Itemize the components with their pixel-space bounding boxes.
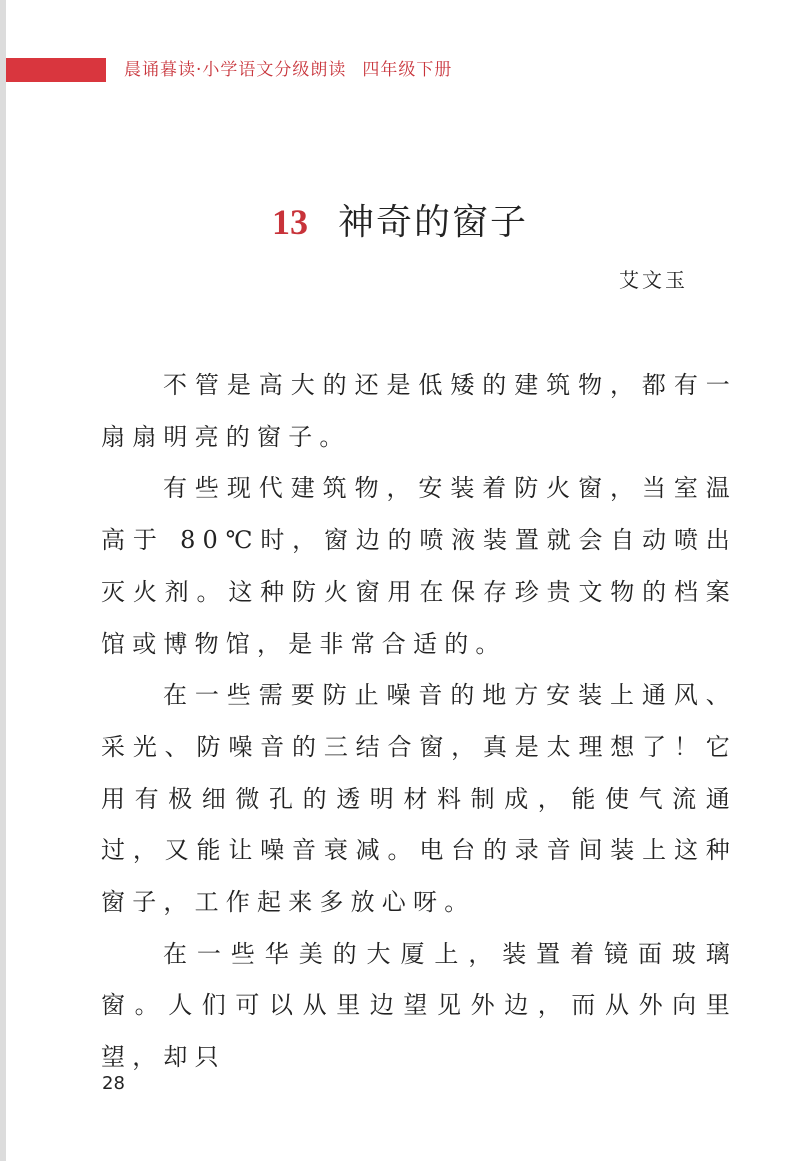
paragraph: 不管是高大的还是低矮的建筑物，都有一扇扇明亮的窗子。 [101,371,737,451]
header-color-bar [6,58,106,82]
grade-label: 四年级下册 [362,60,453,80]
lesson-name: 神奇的窗子 [337,202,528,243]
series-title: 晨诵暮读·小学语文分级朗读 [124,60,347,80]
lesson-number: 13 [271,202,308,242]
paragraph: 在一些需要防止噪音的地方安装上通风、采光、防噪音的三结合窗，真是太理想了！它用有极细微孔的透明材料制成，能使气流通过，又能让噪音衰减。电台的录音间装上这种窗子，工作起来多放心呀。 [101,681,737,917]
page-number: 28 [102,1073,125,1094]
running-header [124,58,452,82]
paragraph: 有些现代建筑物，安装着防火窗，当室温高于 80℃时，窗边的喷液装置就会自动喷出灭火剂。这种防火窗用在保存珍贵文物的档案馆或博物馆，是非常合适的。 [101,474,737,658]
lesson-title [0,198,800,247]
author-name: 艾文玉 [619,268,688,292]
paragraph: 在一些华美的大厦上，装置着镜面玻璃窗。人们可以从里边望见外边，而从外向里望，却只 [101,939,737,1072]
article-body [101,360,737,1084]
page-edge [0,0,6,1161]
